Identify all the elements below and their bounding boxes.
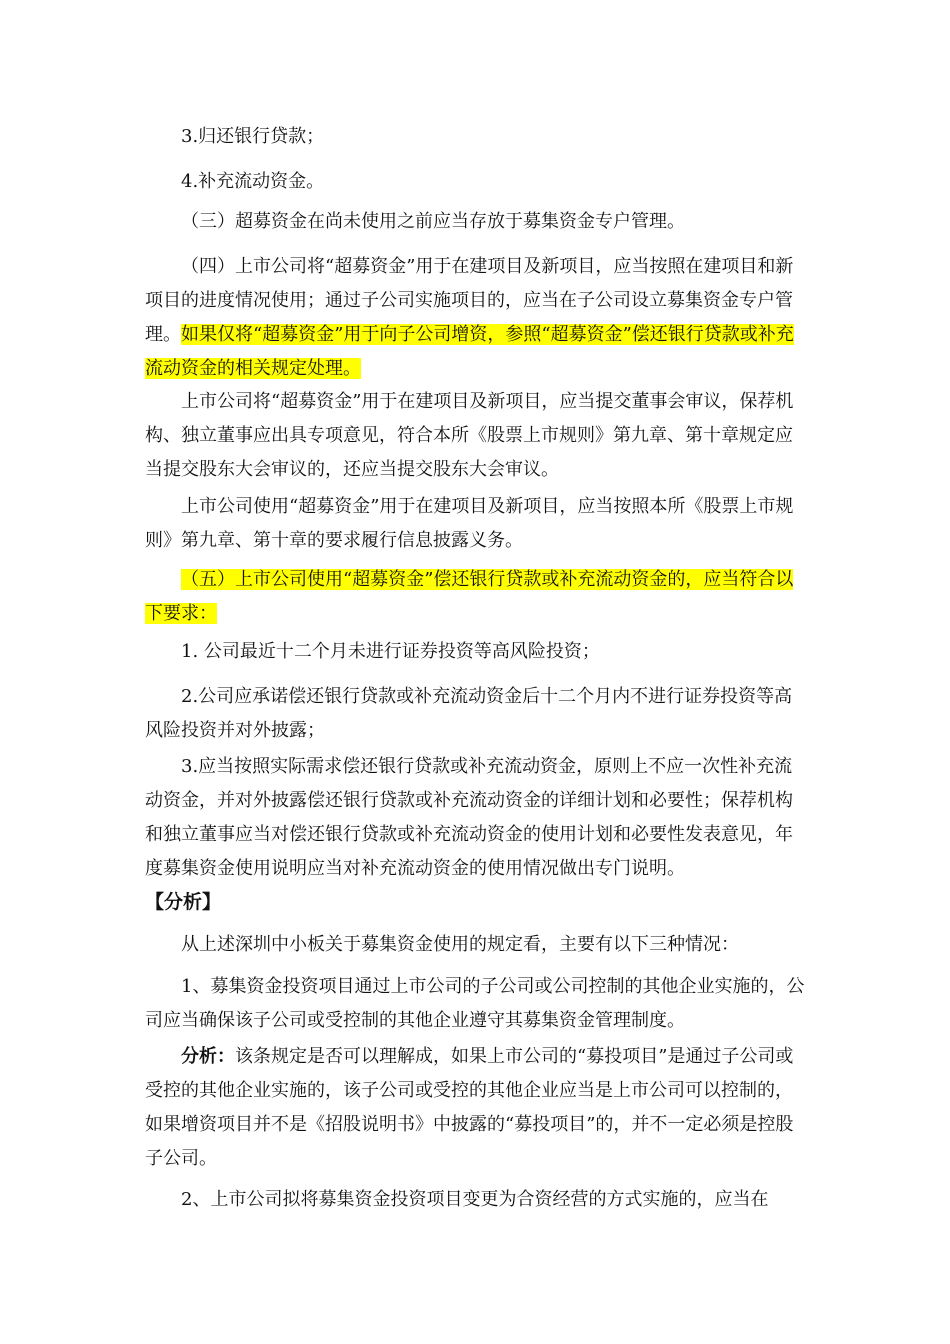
clause-five-highlight: （五）上市公司使用“超募资金”偿还银行贷款或补充流动资金的，应当符合以下要求： (145, 569, 794, 624)
analysis-intro: 从上述深圳中小板关于募集资金使用的规定看，主要有以下三种情况： (181, 934, 739, 955)
disclosure-paragraph: 上市公司使用“超募资金”用于在建项目及新项目，应当按照本所《股票上市规则》第九章、第十章的要求履行信息披露义务。 (145, 496, 794, 551)
clause-four-highlight: 如果仅将“超募资金”用于向子公司增资，参照“超募资金”偿还银行贷款或补充流动资金的相关规定处理。 (145, 324, 794, 379)
list-item-working-capital: 4.补充流动资金。 (181, 171, 325, 192)
list-item-repay-loans: 3.归还银行贷款； (181, 126, 325, 147)
board-review-paragraph: 上市公司将“超募资金”用于在建项目及新项目，应当提交董事会审议，保荐机构、独立董事应出具专项意见，符合本所《股票上市规则》第九章、第十章规定应当提交股东大会审议的，还应当提交股东大会审议。 (145, 391, 794, 480)
clause-five (145, 563, 810, 631)
analysis-item-one: 1、募集资金投资项目通过上市公司的子公司或公司控制的其他企业实施的，公司应当确保该子公司或受控制的其他企业遵守其募集资金管理制度。 (145, 976, 805, 1031)
requirement-three: 3.应当按照实际需求偿还银行贷款或补充流动资金，原则上不应一次性补充流动资金，并对外披露偿还银行贷款或补充流动资金的详细计划和必要性；保荐机构和独立董事应当对偿还银行贷款或补充流动资金的使用计划和必要性发表意见，年度募集资金使用说明应当对补充流动资金的使用情况做出专门说明。 (145, 756, 793, 879)
analysis-note-text: 该条规定是否可以理解成，如果上市公司的“募投项目”是通过子公司或受控的其他企业实施的，该子公司或受控的其他企业应当是上市公司可以控制的，如果增资项目并不是《招股说明书》中披露的“募投项目”的，并不一定必须是控股子公司。 (145, 1046, 794, 1169)
clause-four-text: （四）上市公司将“超募资金”用于在建项目及新项目，应当按照在建项目和新项目的进度情况使用；通过子公司实施项目的，应当在子公司设立募集资金专户管理。 (145, 256, 794, 345)
analysis-note-label: 分析： (181, 1046, 235, 1067)
clause-four (145, 250, 810, 386)
analysis-item-two: 2、上市公司拟将募集资金投资项目变更为合资经营的方式实施的，应当在 (181, 1189, 769, 1210)
clause-three: （三）超募资金在尚未使用之前应当存放于募集资金专户管理。 (181, 211, 685, 232)
requirement-one: 1. 公司最近十二个月未进行证券投资等高风险投资； (181, 641, 600, 662)
analysis-note (145, 1040, 810, 1176)
requirement-two: 2.公司应承诺偿还银行贷款或补充流动资金后十二个月内不进行证券投资等高风险投资并对外披露； (145, 686, 793, 741)
analysis-heading: 【分析】 (145, 891, 222, 913)
